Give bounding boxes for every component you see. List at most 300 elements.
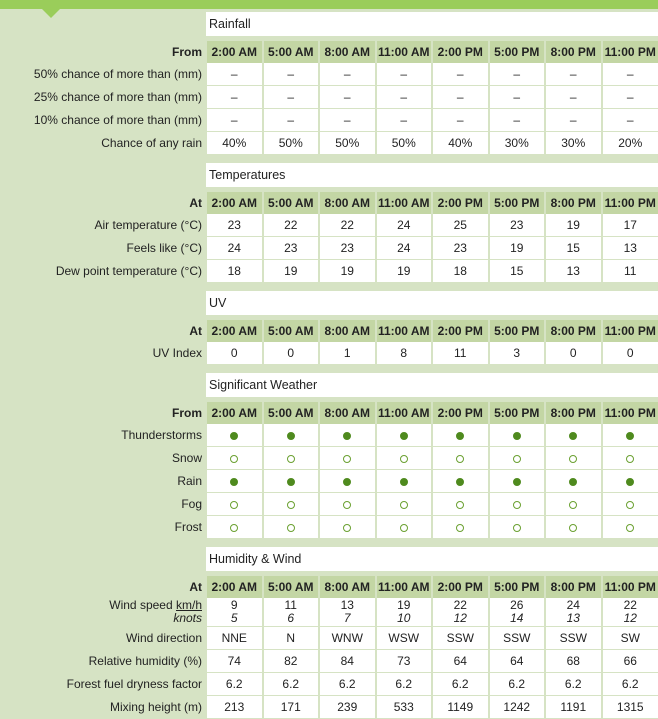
empty-dot-icon: [230, 455, 238, 463]
data-cell: 30%: [545, 132, 602, 155]
data-cell: 30%: [489, 132, 546, 155]
filled-dot-icon: [230, 432, 238, 440]
time-header-row: [0, 576, 658, 598]
data-row: [0, 493, 658, 516]
data-cell: 11: [602, 260, 658, 283]
data-row: [0, 470, 658, 493]
data-cell: 23: [206, 214, 263, 237]
data-cell: 66: [602, 650, 658, 673]
data-cell: 18: [206, 260, 263, 283]
data-cell: [545, 470, 602, 493]
empty-dot-icon: [400, 455, 408, 463]
row-label: Mixing height (m): [109, 700, 202, 714]
filled-dot-icon: [400, 478, 408, 486]
row-label: [0, 598, 206, 627]
section-title-row: [0, 163, 658, 187]
empty-dot-icon: [343, 455, 351, 463]
time-header-cell: 5:00 AM: [263, 320, 320, 342]
data-cell: 22: [319, 214, 376, 237]
data-cell: 40%: [432, 132, 489, 155]
filled-dot-icon: [513, 478, 521, 486]
wind-knots-value: 12: [623, 611, 637, 625]
data-cell: 1: [319, 342, 376, 365]
data-cell: [206, 447, 263, 470]
section-table: [0, 320, 658, 365]
data-row: [0, 627, 658, 650]
top-accent-bar: [0, 0, 658, 9]
filled-dot-icon: [569, 478, 577, 486]
data-cell: [489, 447, 546, 470]
section-gap: [0, 283, 658, 291]
row-label: UV Index: [152, 346, 202, 361]
data-cell: 23: [319, 237, 376, 260]
data-cell: 68: [545, 650, 602, 673]
data-row: [0, 214, 658, 237]
time-header-cell: 8:00 AM: [319, 41, 376, 63]
data-cell: [263, 447, 320, 470]
data-cell: –: [263, 86, 320, 109]
filled-dot-icon: [343, 478, 351, 486]
data-cell: 6.2: [263, 673, 320, 696]
time-header-cell: 11:00 AM: [376, 41, 433, 63]
data-cell: [376, 516, 433, 539]
data-cell: 1242: [489, 696, 546, 719]
data-row: [0, 650, 658, 673]
data-cell: [263, 493, 320, 516]
empty-dot-icon: [569, 524, 577, 532]
data-cell: 20%: [602, 132, 658, 155]
data-cell: 82: [263, 650, 320, 673]
filled-dot-icon: [626, 478, 634, 486]
empty-dot-icon: [626, 501, 634, 509]
data-cell: [545, 424, 602, 447]
data-cell: –: [263, 63, 320, 86]
filled-dot-icon: [230, 478, 238, 486]
data-cell: 24: [376, 214, 433, 237]
row-label: Air temperature (°C): [94, 218, 202, 233]
section-title: Humidity & Wind: [206, 547, 658, 571]
empty-dot-icon: [456, 455, 464, 463]
wind-kmh-value: 19: [397, 598, 411, 612]
empty-dot-icon: [569, 501, 577, 509]
data-cell: [376, 424, 433, 447]
data-cell: 19: [376, 260, 433, 283]
data-cell: 6.2: [432, 673, 489, 696]
section-rainfall: [0, 12, 658, 155]
row-label: Thunderstorms: [121, 428, 202, 443]
empty-dot-icon: [456, 501, 464, 509]
data-row: [0, 260, 658, 283]
data-row: [0, 516, 658, 539]
data-cell: 19: [545, 214, 602, 237]
data-cell: [545, 447, 602, 470]
data-cell: [602, 516, 658, 539]
wind-speed-cell: [432, 598, 489, 627]
row-label: Wind direction: [125, 631, 202, 645]
unit-kmh: km/h: [175, 598, 202, 613]
data-cell: –: [602, 109, 658, 132]
data-cell: [602, 424, 658, 447]
time-header-cell: 5:00 AM: [263, 402, 320, 424]
wind-speed-cell: [263, 598, 320, 627]
wind-speed-row: [0, 598, 658, 627]
empty-dot-icon: [343, 501, 351, 509]
wind-speed-cell: [545, 598, 602, 627]
data-cell: 25: [432, 214, 489, 237]
forecast-sections: [0, 12, 658, 719]
section-title-row: [0, 12, 658, 36]
empty-dot-icon: [569, 455, 577, 463]
data-cell: 64: [432, 650, 489, 673]
wind-kmh-value: 22: [453, 598, 467, 612]
data-cell: 64: [489, 650, 546, 673]
data-cell: –: [263, 109, 320, 132]
empty-dot-icon: [287, 524, 295, 532]
data-cell: WNW: [319, 627, 376, 650]
data-cell: 18: [432, 260, 489, 283]
data-cell: –: [489, 86, 546, 109]
time-header-cell: 11:00 AM: [376, 402, 433, 424]
wind-speed-cell: [206, 598, 263, 627]
data-cell: 73: [376, 650, 433, 673]
data-cell: 15: [489, 260, 546, 283]
data-cell: 8: [376, 342, 433, 365]
time-header-cell: 11:00 AM: [376, 576, 433, 598]
data-cell: 6.2: [545, 673, 602, 696]
section-gap: [0, 365, 658, 373]
data-cell: SSW: [545, 627, 602, 650]
data-cell: 239: [319, 696, 376, 719]
time-header-cell: 5:00 AM: [263, 576, 320, 598]
row-label: Snow: [171, 451, 202, 465]
time-header-cell: 5:00 PM: [489, 320, 546, 342]
time-header-cell: 11:00 AM: [376, 320, 433, 342]
data-cell: [319, 493, 376, 516]
wind-speed-cell: [376, 598, 433, 627]
data-cell: [489, 470, 546, 493]
time-header-row: [0, 402, 658, 424]
row-label: 10% chance of more than (mm): [33, 113, 202, 127]
empty-dot-icon: [513, 501, 521, 509]
time-header-cell: 2:00 AM: [206, 576, 263, 598]
data-cell: –: [489, 63, 546, 86]
data-cell: [319, 424, 376, 447]
empty-dot-icon: [287, 455, 295, 463]
data-cell: [263, 516, 320, 539]
time-header-cell: 5:00 PM: [489, 402, 546, 424]
data-cell: 171: [263, 696, 320, 719]
empty-dot-icon: [230, 524, 238, 532]
time-header-cell: 11:00 PM: [602, 192, 658, 214]
wind-knots-value: 12: [453, 611, 467, 625]
data-cell: [489, 424, 546, 447]
data-cell: [545, 493, 602, 516]
wind-kmh-value: 13: [340, 598, 354, 612]
data-cell: –: [432, 86, 489, 109]
data-cell: –: [432, 63, 489, 86]
data-row: [0, 447, 658, 470]
data-cell: 0: [206, 342, 263, 365]
data-cell: 19: [319, 260, 376, 283]
data-cell: 24: [206, 237, 263, 260]
data-row: [0, 63, 658, 86]
section-uv: [0, 291, 658, 365]
time-header-cell: 8:00 PM: [545, 576, 602, 598]
filled-dot-icon: [287, 478, 295, 486]
wind-knots-value: 5: [230, 611, 238, 625]
row-label: Dew point temperature (°C): [55, 264, 202, 278]
data-cell: [376, 493, 433, 516]
time-header-cell: 2:00 PM: [432, 320, 489, 342]
unit-knots: knots: [173, 611, 202, 626]
row-label: Frost: [174, 520, 202, 534]
empty-dot-icon: [343, 524, 351, 532]
filled-dot-icon: [626, 432, 634, 440]
time-header-cell: 11:00 PM: [602, 41, 658, 63]
data-cell: [545, 516, 602, 539]
section-title: Significant Weather: [206, 373, 658, 397]
header-label: From: [172, 45, 202, 59]
data-cell: –: [206, 109, 263, 132]
time-header-cell: 5:00 AM: [263, 192, 320, 214]
section-table: [0, 402, 658, 539]
filled-dot-icon: [513, 432, 521, 440]
filled-dot-icon: [287, 432, 295, 440]
data-cell: SSW: [432, 627, 489, 650]
data-cell: –: [545, 109, 602, 132]
row-label: Relative humidity (%): [88, 654, 202, 668]
data-cell: 74: [206, 650, 263, 673]
time-header-cell: 11:00 PM: [602, 402, 658, 424]
data-cell: [489, 493, 546, 516]
data-cell: –: [376, 86, 433, 109]
wind-knots-value: 14: [510, 611, 524, 625]
data-cell: SW: [602, 627, 658, 650]
data-cell: –: [545, 86, 602, 109]
data-cell: [206, 516, 263, 539]
data-row: [0, 696, 658, 719]
data-cell: 13: [602, 237, 658, 260]
data-cell: 15: [545, 237, 602, 260]
title-spacer: [0, 163, 206, 187]
filled-dot-icon: [569, 432, 577, 440]
data-cell: –: [602, 63, 658, 86]
wind-knots-value: 7: [343, 611, 351, 625]
wind-speed-cell: [489, 598, 546, 627]
data-cell: 23: [263, 237, 320, 260]
time-header-cell: 8:00 PM: [545, 320, 602, 342]
data-cell: [489, 516, 546, 539]
data-cell: 3: [489, 342, 546, 365]
data-cell: –: [319, 86, 376, 109]
data-cell: 40%: [206, 132, 263, 155]
data-cell: 50%: [376, 132, 433, 155]
data-cell: [376, 470, 433, 493]
data-cell: 17: [602, 214, 658, 237]
wind-kmh-value: 26: [510, 598, 524, 612]
section-title-row: [0, 373, 658, 397]
data-cell: 50%: [263, 132, 320, 155]
time-header-cell: 8:00 PM: [545, 192, 602, 214]
data-cell: [206, 470, 263, 493]
time-header-row: [0, 41, 658, 63]
title-spacer: [0, 291, 206, 315]
data-cell: [319, 516, 376, 539]
header-label: At: [189, 196, 202, 210]
empty-dot-icon: [287, 501, 295, 509]
time-header-cell: 5:00 PM: [489, 192, 546, 214]
data-cell: [432, 470, 489, 493]
time-header-cell: 11:00 AM: [376, 192, 433, 214]
data-cell: [432, 424, 489, 447]
wind-speed-cell: [319, 598, 376, 627]
time-header-cell: 2:00 AM: [206, 41, 263, 63]
data-cell: 19: [263, 260, 320, 283]
data-cell: –: [376, 63, 433, 86]
section-gap: [0, 539, 658, 547]
time-header-cell: 2:00 PM: [432, 576, 489, 598]
section-table: [0, 192, 658, 283]
data-cell: N: [263, 627, 320, 650]
data-cell: 24: [376, 237, 433, 260]
section-table: [0, 576, 658, 719]
data-cell: 0: [545, 342, 602, 365]
header-label: At: [189, 580, 202, 594]
time-header-cell: 5:00 AM: [263, 41, 320, 63]
data-cell: [602, 493, 658, 516]
time-header-cell: 2:00 PM: [432, 41, 489, 63]
section-gap: [0, 155, 658, 163]
time-header-cell: 2:00 AM: [206, 320, 263, 342]
data-cell: [319, 447, 376, 470]
data-cell: –: [432, 109, 489, 132]
data-cell: 1315: [602, 696, 658, 719]
wind-speed-label: Wind speed: [109, 598, 173, 613]
wind-kmh-value: 9: [230, 598, 238, 612]
data-cell: 0: [602, 342, 658, 365]
empty-dot-icon: [400, 524, 408, 532]
time-header-row: [0, 320, 658, 342]
data-row: [0, 342, 658, 365]
time-header-cell: 8:00 AM: [319, 576, 376, 598]
data-cell: [376, 447, 433, 470]
empty-dot-icon: [513, 524, 521, 532]
data-cell: 22: [263, 214, 320, 237]
row-label: Fog: [181, 497, 202, 511]
wind-knots-value: 6: [287, 611, 295, 625]
section-title-row: [0, 547, 658, 571]
data-cell: [263, 470, 320, 493]
data-cell: 6.2: [602, 673, 658, 696]
data-cell: 533: [376, 696, 433, 719]
section-title-row: [0, 291, 658, 315]
data-cell: 50%: [319, 132, 376, 155]
section-humidity-wind: [0, 547, 658, 719]
data-cell: 23: [489, 214, 546, 237]
filled-dot-icon: [400, 432, 408, 440]
data-cell: 6.2: [319, 673, 376, 696]
data-cell: [602, 447, 658, 470]
title-spacer: [0, 373, 206, 397]
title-spacer: [0, 547, 206, 571]
time-header-cell: 2:00 PM: [432, 402, 489, 424]
wind-knots-value: 10: [397, 611, 411, 625]
data-cell: –: [319, 109, 376, 132]
filled-dot-icon: [456, 432, 464, 440]
data-cell: SSW: [489, 627, 546, 650]
data-cell: 84: [319, 650, 376, 673]
time-header-cell: 8:00 AM: [319, 402, 376, 424]
data-cell: 1191: [545, 696, 602, 719]
title-spacer: [0, 12, 206, 36]
data-cell: [206, 424, 263, 447]
time-header-cell: 2:00 AM: [206, 192, 263, 214]
time-header-cell: 8:00 PM: [545, 41, 602, 63]
filled-dot-icon: [343, 432, 351, 440]
row-label: 25% chance of more than (mm): [33, 90, 202, 104]
data-row: [0, 673, 658, 696]
data-cell: [319, 470, 376, 493]
data-cell: 23: [432, 237, 489, 260]
section-title: UV: [206, 291, 658, 315]
row-label: Forest fuel dryness factor: [66, 677, 202, 691]
empty-dot-icon: [400, 501, 408, 509]
data-cell: NNE: [206, 627, 263, 650]
data-row: [0, 237, 658, 260]
time-header-cell: 2:00 PM: [432, 192, 489, 214]
data-cell: –: [489, 109, 546, 132]
wind-kmh-value: 11: [284, 598, 297, 612]
data-cell: 19: [489, 237, 546, 260]
filled-dot-icon: [456, 478, 464, 486]
data-cell: –: [376, 109, 433, 132]
header-label: At: [189, 324, 202, 338]
empty-dot-icon: [513, 455, 521, 463]
section-significant-weather: [0, 373, 658, 539]
data-cell: 11: [432, 342, 489, 365]
data-cell: 6.2: [206, 673, 263, 696]
data-row: [0, 132, 658, 155]
data-cell: –: [206, 86, 263, 109]
data-row: [0, 86, 658, 109]
data-cell: [432, 447, 489, 470]
time-header-cell: 8:00 AM: [319, 320, 376, 342]
section-temperatures: [0, 163, 658, 283]
data-cell: –: [602, 86, 658, 109]
data-cell: [206, 493, 263, 516]
time-header-cell: 11:00 PM: [602, 576, 658, 598]
time-header-cell: 8:00 PM: [545, 402, 602, 424]
row-label: Chance of any rain: [101, 136, 202, 150]
data-cell: 0: [263, 342, 320, 365]
row-label: Rain: [177, 474, 202, 488]
data-cell: 213: [206, 696, 263, 719]
row-label: 50% chance of more than (mm): [33, 67, 202, 82]
data-row: [0, 109, 658, 132]
data-cell: 13: [545, 260, 602, 283]
data-cell: [432, 493, 489, 516]
wind-kmh-value: 24: [566, 598, 580, 612]
data-cell: WSW: [376, 627, 433, 650]
header-label: From: [172, 406, 202, 420]
time-header-cell: 5:00 PM: [489, 576, 546, 598]
time-header-cell: 11:00 PM: [602, 320, 658, 342]
data-cell: –: [206, 63, 263, 86]
wind-knots-value: 13: [566, 611, 580, 625]
data-cell: 6.2: [376, 673, 433, 696]
wind-speed-cell: [602, 598, 658, 627]
time-header-row: [0, 192, 658, 214]
